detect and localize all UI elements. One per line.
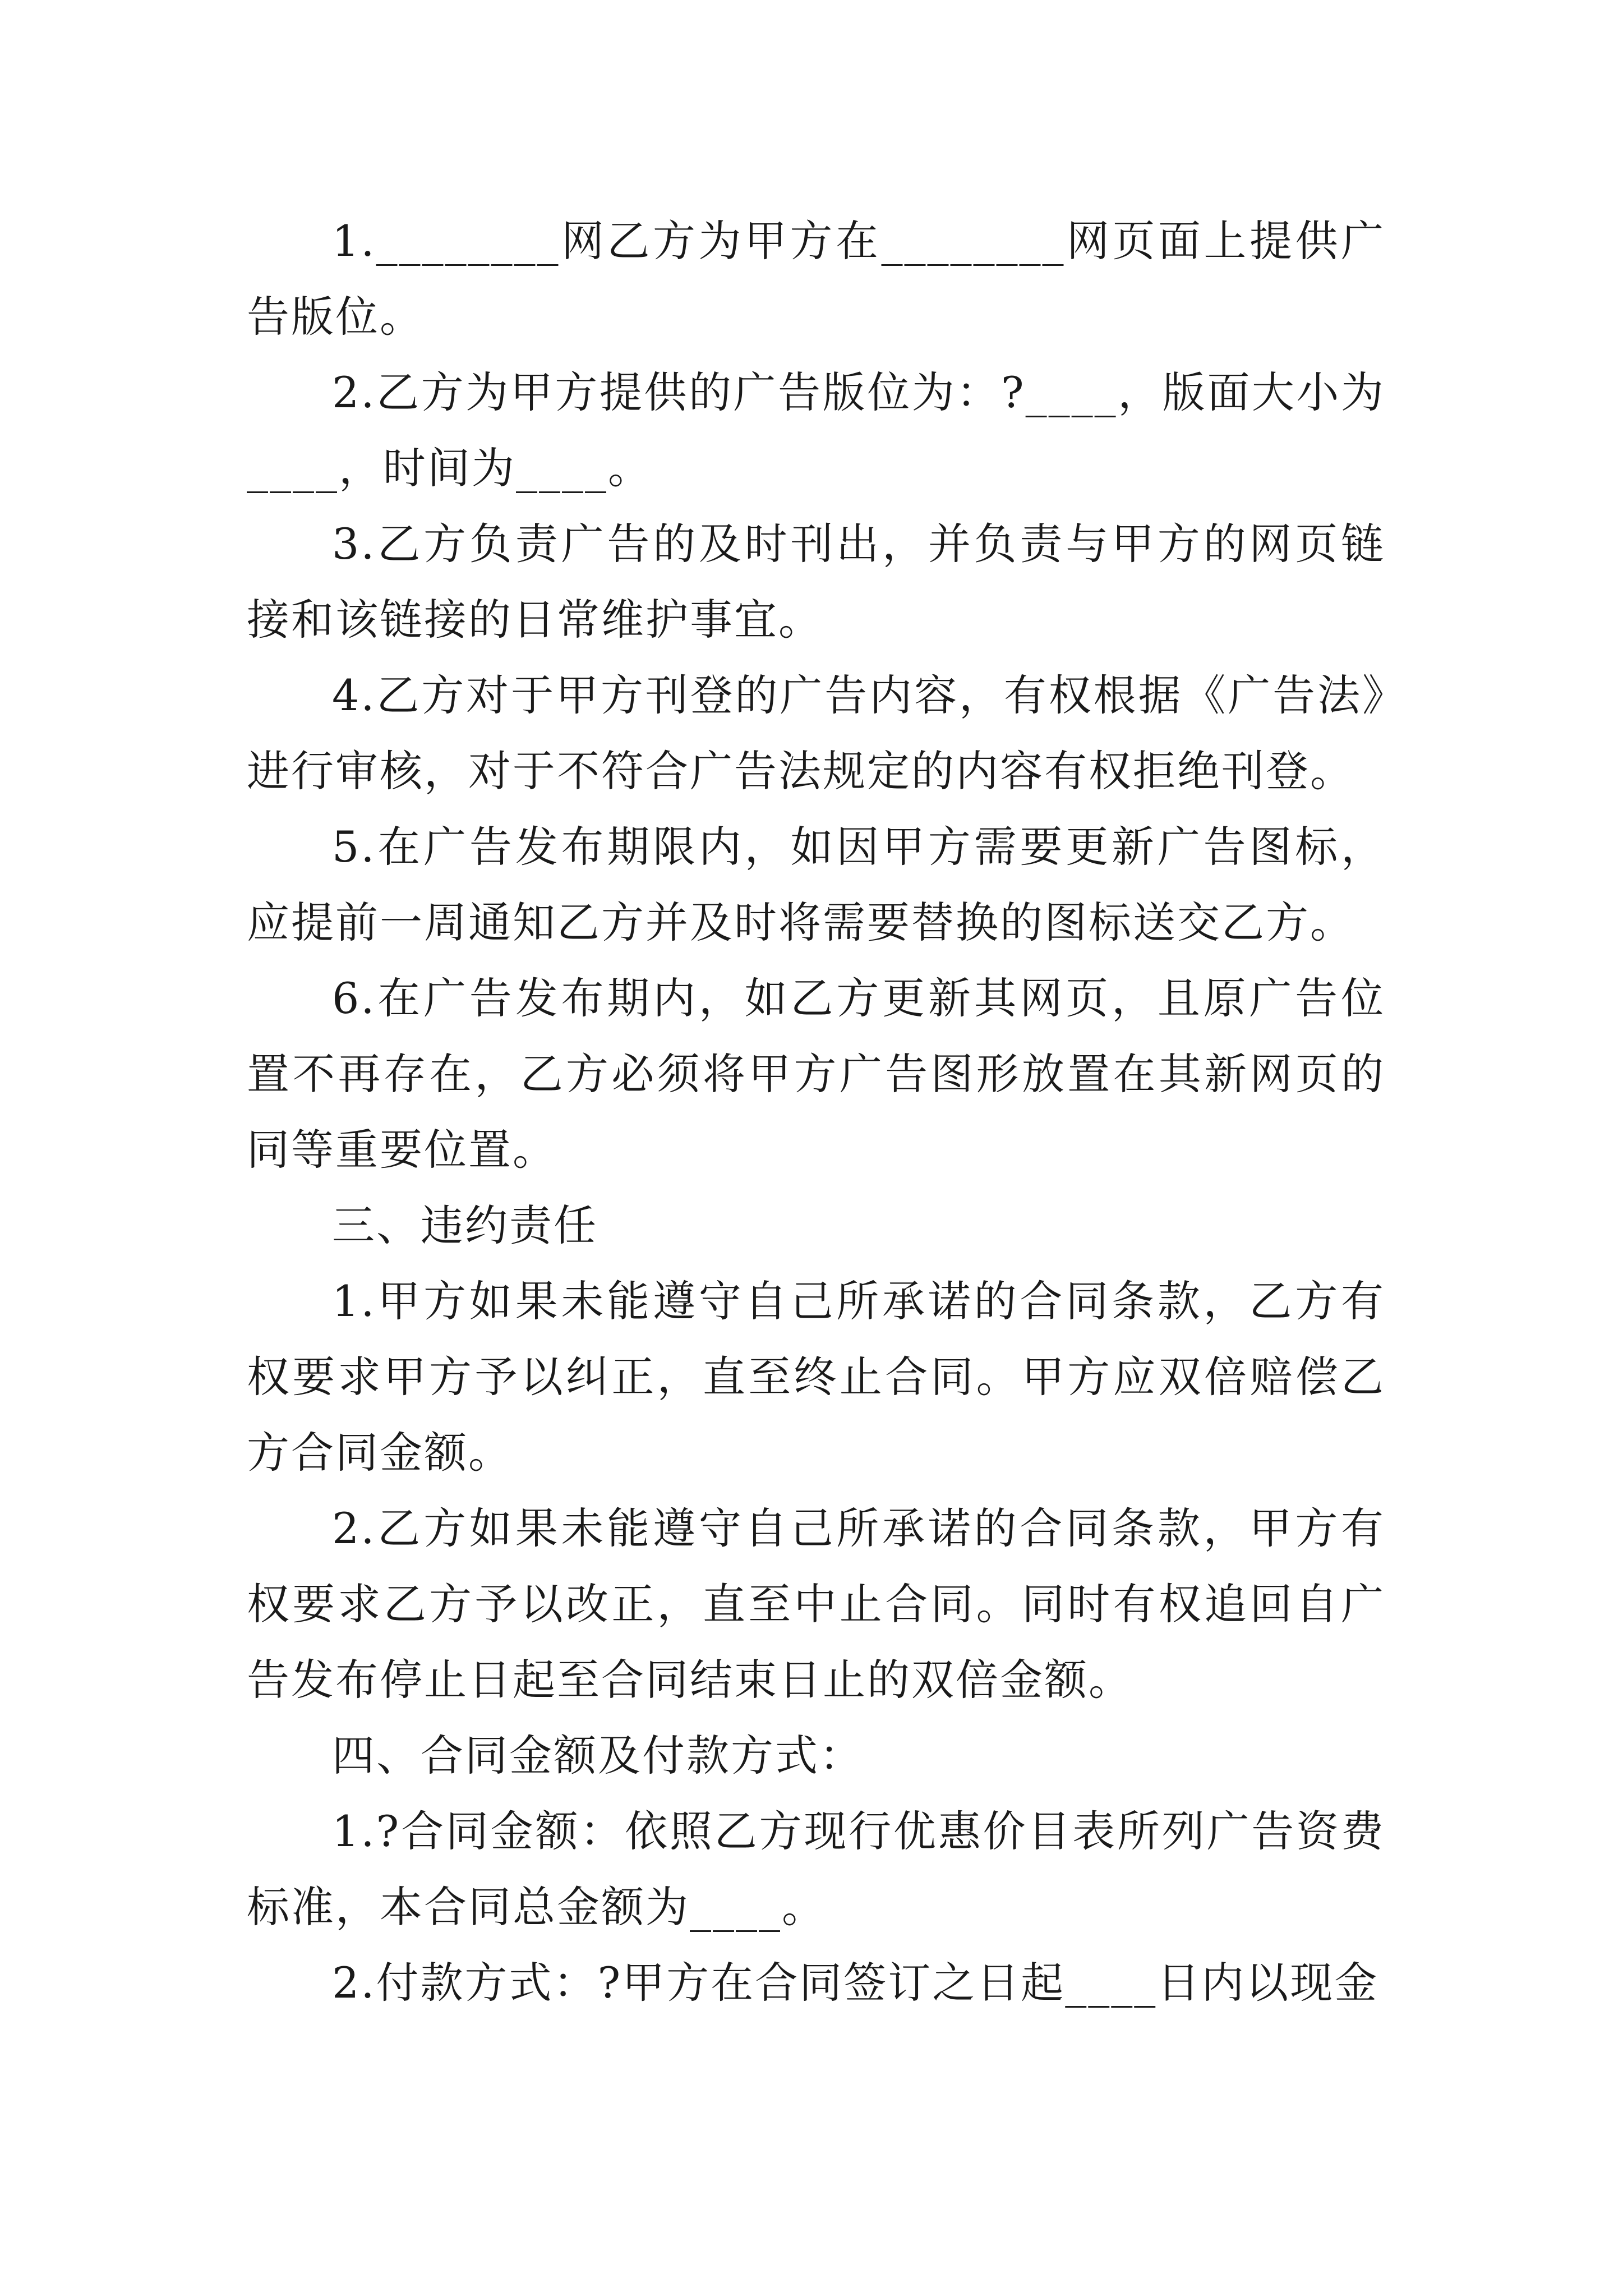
clause-3-2: 2.乙方如果未能遵守自己所承诺的合同条款，甲方有权要求乙方予以改正，直至中止合同。同时有权追回自广告发布停止日起至合同结束日止的双倍金额。 <box>247 1503 1385 1705</box>
document-body <box>247 203 1385 2021</box>
clause-2-5: 5.在广告发布期限内，如因甲方需要更新广告图标，应提前一周通知乙方并及时将需要替换的图标送交乙方。 <box>247 822 1385 947</box>
clause-4-2: 2.付款方式：?甲方在合同签订之日起____日内以现金 <box>332 1958 1379 2008</box>
section-heading-payment: 四、合同金额及付款方式： <box>332 1731 864 1780</box>
clause-2-4: 4.乙方对于甲方刊登的广告内容，有权根据《广告法》进行审核，对于不符合广告法规定的内容有权拒绝刊登。 <box>247 670 1385 796</box>
clause-2-1: 1.________网乙方为甲方在________网页面上提供广告版位。 <box>247 216 1385 342</box>
clause-4-1: 1.?合同金额：依照乙方现行优惠价目表所列广告资费标准，本合同总金额为____。 <box>247 1806 1385 1932</box>
clause-2-2: 2.乙方为甲方提供的广告版位为：?____，版面大小为____，时间为____。 <box>247 367 1385 493</box>
clause-2-6: 6.在广告发布期内，如乙方更新其网页，且原广告位置不再存在，乙方必须将甲方广告图形放置在其新网页的同等重要位置。 <box>247 973 1385 1175</box>
clause-3-1: 1.甲方如果未能遵守自己所承诺的合同条款，乙方有权要求甲方予以纠正，直至终止合同。甲方应双倍赔偿乙方合同金额。 <box>247 1276 1385 1478</box>
clause-2-3: 3.乙方负责广告的及时刊出，并负责与甲方的网页链接和该链接的日常维护事宜。 <box>247 519 1385 645</box>
section-heading-breach: 三、违约责任 <box>332 1200 598 1250</box>
